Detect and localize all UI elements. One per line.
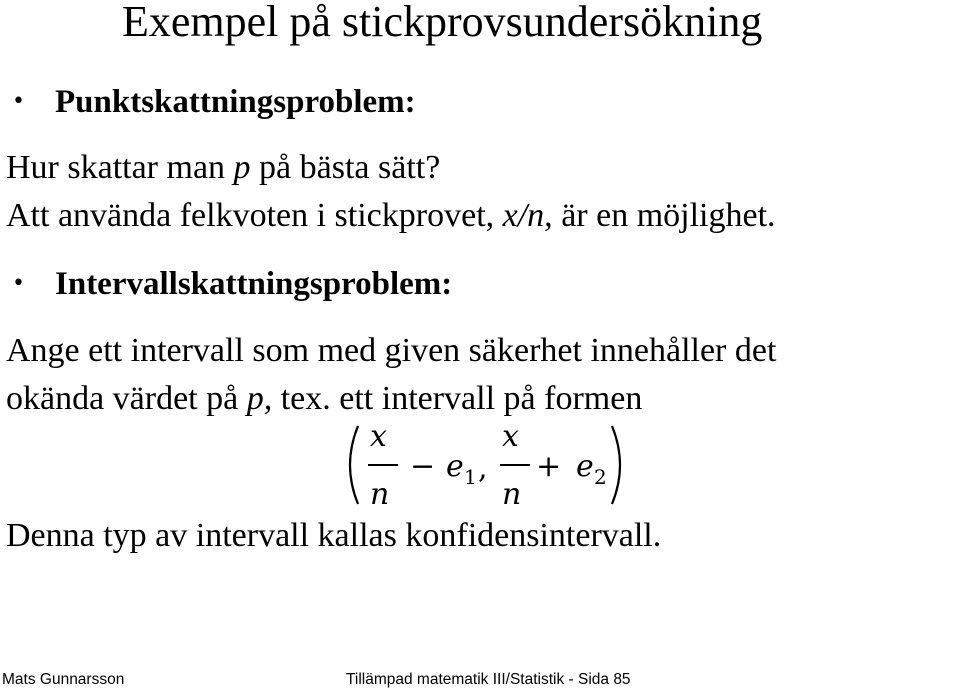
footer-course: Tillämpad matematik III/Statistik - Sida 85 <box>346 671 631 688</box>
point-question <box>6 147 440 189</box>
formula-right-paren <box>612 426 620 504</box>
point-answer-post: är en möjlighet. <box>552 197 776 234</box>
interval-line-2-var: p, <box>246 380 273 417</box>
formula-sub1: 1 <box>464 465 477 489</box>
footer-author: Mats Gunnarsson <box>2 671 125 688</box>
formula-plus: + <box>536 449 562 484</box>
formula-e1: e <box>446 449 464 484</box>
bullet-point-estimation: • <box>12 89 25 114</box>
formula-numerator-2: x <box>502 420 519 454</box>
interval-line-1: Ange ett intervall som med given säkerhet innehåller det <box>6 332 777 369</box>
point-question-var: p <box>233 149 251 186</box>
interval-line-2-pre: okända värdet på <box>6 380 247 417</box>
point-answer-pre: Att använda felkvoten i stickprovet, <box>6 197 503 234</box>
point-answer <box>6 195 776 237</box>
interval-line-2-post: tex. ett intervall på formen <box>272 380 643 417</box>
heading-point-estimation: Punktskattningsproblem: <box>55 84 416 120</box>
formula-denominator-2: n <box>502 477 522 512</box>
formula-denominator-1: n <box>370 477 390 512</box>
formula-numerator-1: x <box>370 420 387 454</box>
formula-left-paren <box>350 426 358 504</box>
bullet-interval-estimation: • <box>12 271 25 296</box>
conclusion: Denna typ av intervall kallas konfidensintervall. <box>6 517 662 554</box>
point-answer-var: x/n, <box>502 197 553 234</box>
slide-title: Exempel på stickprovsundersökning <box>122 0 763 46</box>
formula-minus: − <box>410 449 436 484</box>
formula-sub2: 2 <box>594 465 607 489</box>
formula-comma: , <box>478 451 488 486</box>
point-question-pre: Hur skattar man <box>6 149 234 186</box>
heading-interval-estimation: Intervallskattningsproblem: <box>55 266 453 302</box>
point-question-post: på bästa sätt? <box>250 149 441 186</box>
formula-e2: e <box>576 449 594 484</box>
interval-formula <box>340 420 660 515</box>
interval-line-2 <box>6 378 642 420</box>
